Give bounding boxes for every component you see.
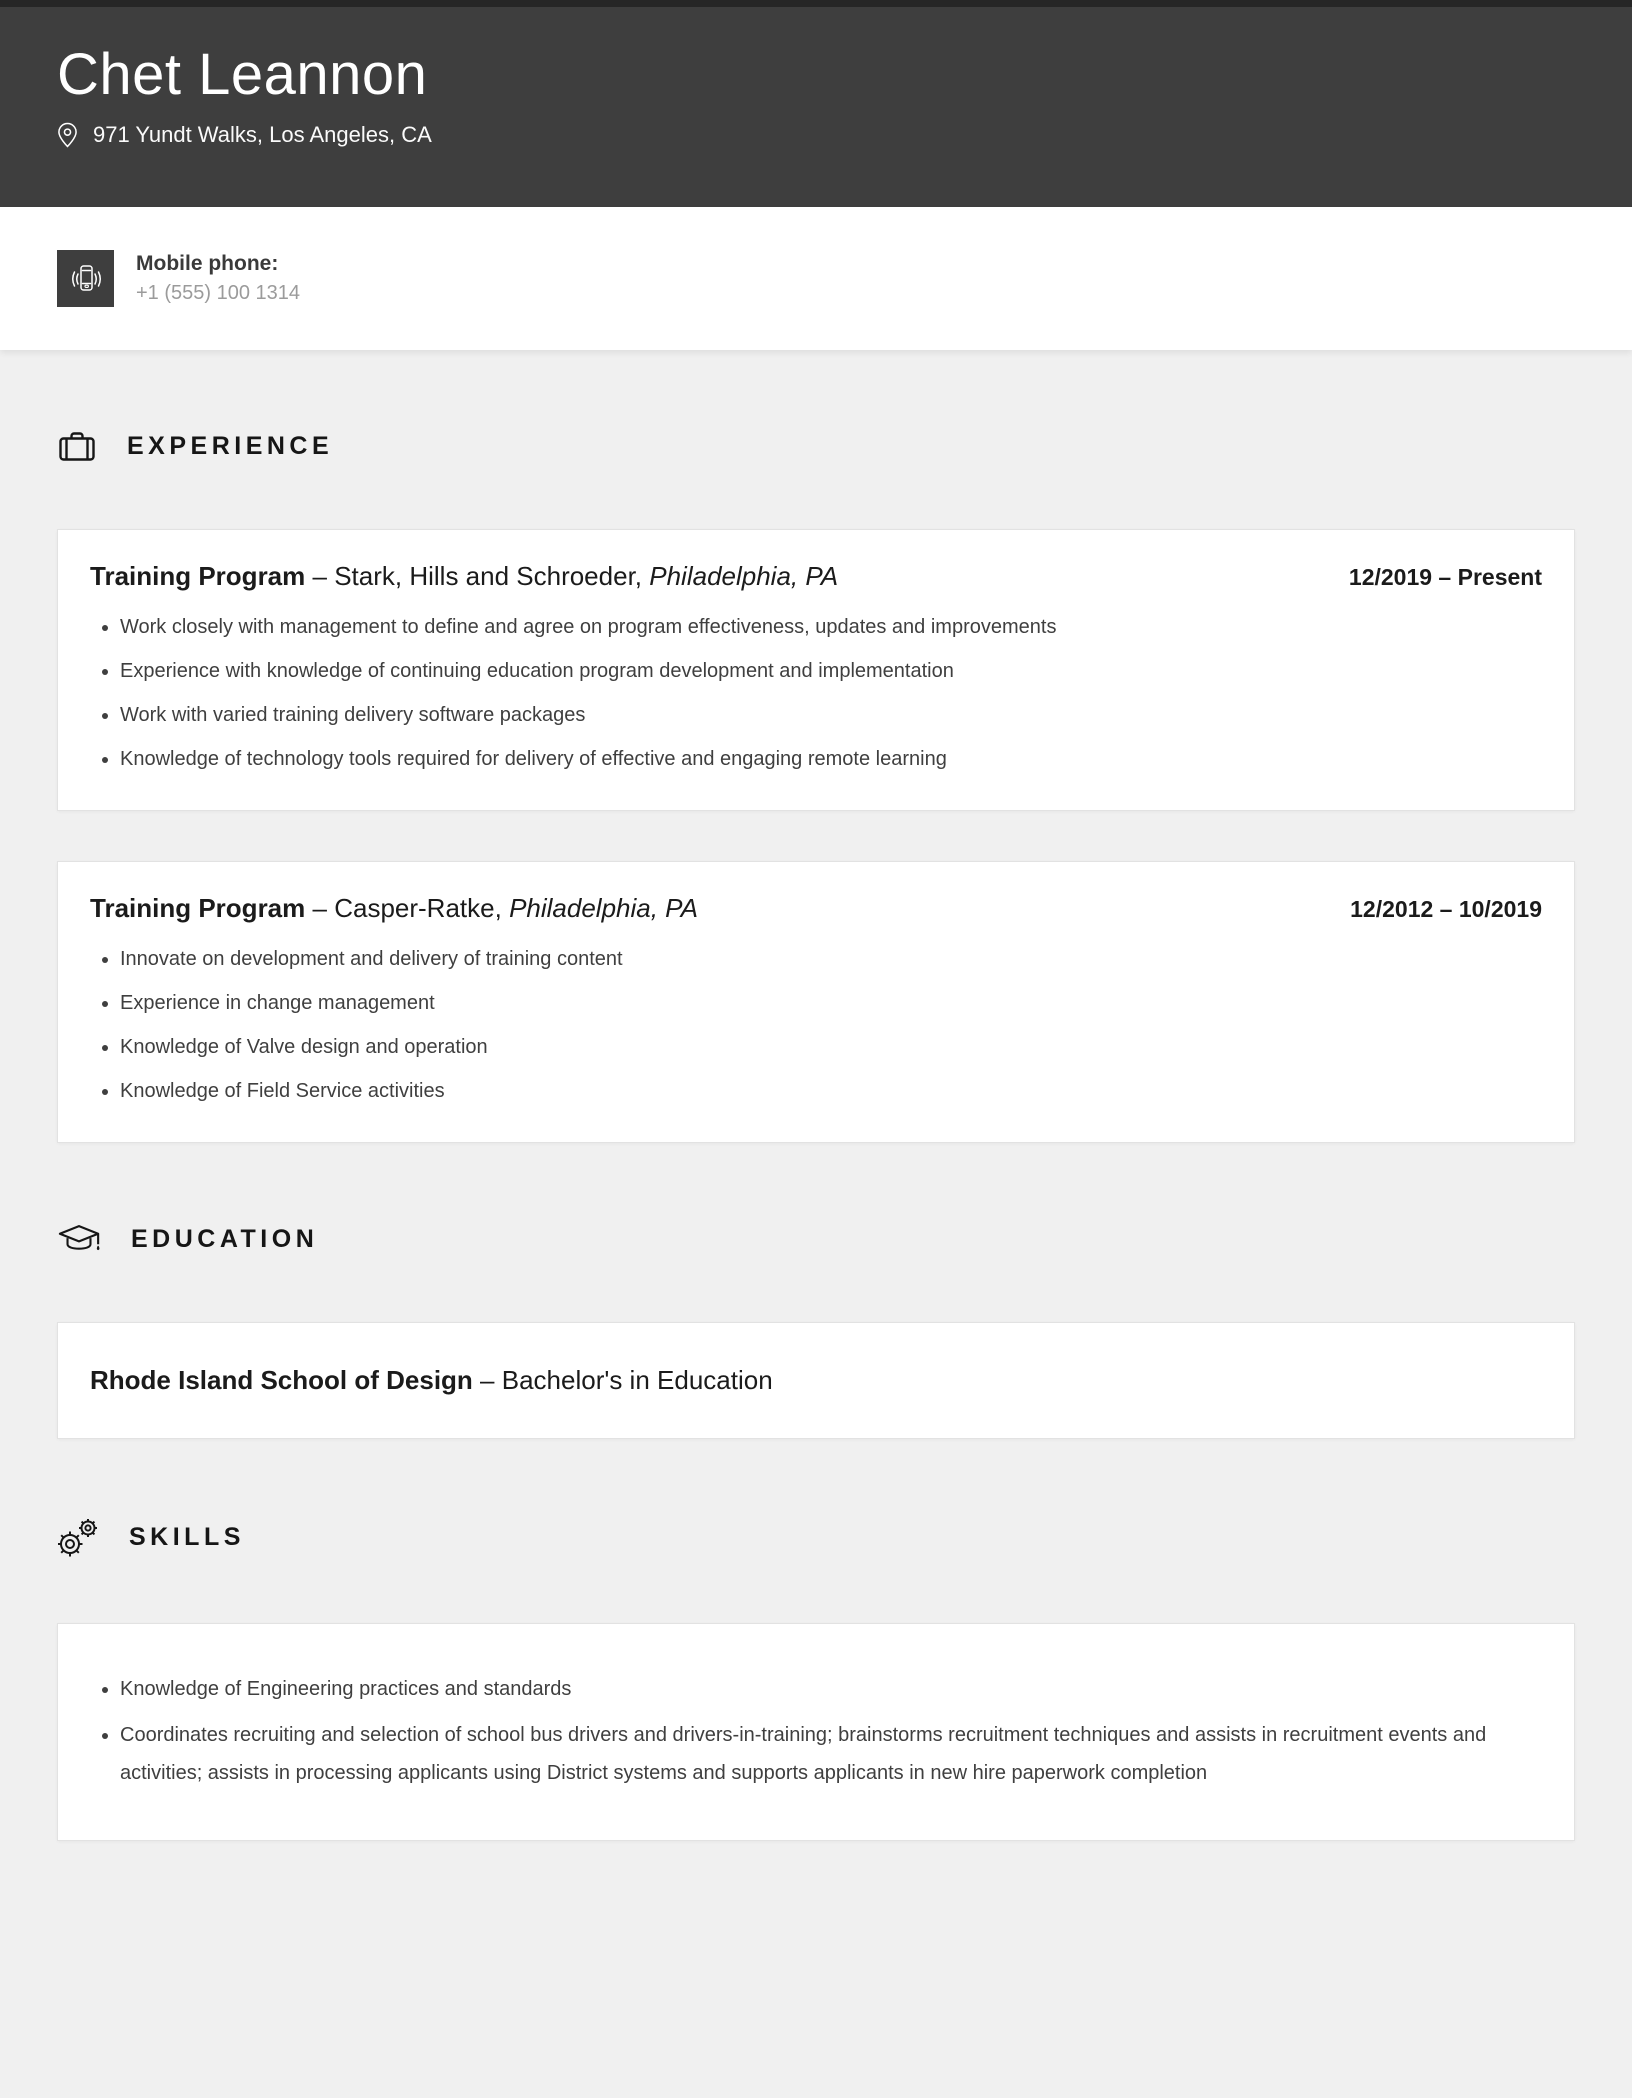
skills-card (57, 1623, 1575, 1841)
job-dates: 12/2012 – 10/2019 (1350, 895, 1542, 922)
mobile-phone-icon (57, 250, 114, 307)
education-degree: Bachelor's in Education (501, 1364, 773, 1395)
contact-label: Mobile phone: (136, 252, 279, 275)
job-title (90, 892, 698, 926)
resume-body (0, 350, 1632, 1921)
education-school: Rhode Island School of Design (90, 1364, 473, 1395)
education-card (57, 1322, 1575, 1439)
job-company: Stark, Hills and Schroeder, (334, 561, 643, 591)
job-dates: 12/2019 – Present (1348, 564, 1542, 590)
skills-section-title: SKILLS (129, 1523, 245, 1552)
education-section-header (57, 1221, 1575, 1258)
job-bullet: • Knowledge of Field Service activities (120, 1076, 1542, 1106)
skills-bullet-list (90, 1670, 1542, 1792)
gears-icon (57, 1517, 99, 1559)
contact-band (0, 207, 1632, 350)
education-separator: – (480, 1364, 495, 1395)
briefcase-icon (57, 428, 97, 465)
address-row (57, 122, 1575, 148)
job-role: Training Program (90, 561, 306, 591)
job-bullet: • Innovate on development and delivery of training content (120, 944, 1542, 974)
job-title (90, 560, 838, 594)
job-bullet-list (90, 612, 1542, 774)
job-header (90, 560, 1542, 594)
job-company: Casper-Ratke, (334, 892, 502, 923)
education-section (57, 1143, 1575, 1439)
job-location: Philadelphia, PA (649, 561, 839, 591)
experience-card-2 (57, 861, 1575, 1143)
experience-card-1 (57, 529, 1575, 811)
experience-section (57, 350, 1575, 1143)
job-separator: – (312, 561, 327, 591)
contact-text (136, 252, 300, 305)
job-role: Training Program (90, 892, 306, 923)
education-entry (90, 1365, 1542, 1396)
education-section-title: EDUCATION (131, 1224, 319, 1253)
experience-section-header (57, 428, 1575, 465)
skill-bullet: • Knowledge of Engineering practices and standards (120, 1670, 1542, 1708)
job-header (90, 892, 1542, 926)
experience-section-title: EXPERIENCE (127, 432, 334, 460)
job-separator: – (312, 892, 327, 923)
skills-section (57, 1439, 1575, 1841)
resume-header (0, 7, 1632, 207)
skill-bullet: • Coordinates recruiting and selection of school bus drivers and drivers-in-training; brainstorms recruitment techniques and assists in recruitment events and activities; assists in processing applicants using District systems and supports applicants in new hire paperwork completion (120, 1716, 1542, 1792)
mobile-phone-item (57, 250, 300, 307)
location-pin-icon (57, 122, 78, 148)
candidate-name: Chet Leannon (57, 42, 428, 107)
job-bullet: • Experience with knowledge of continuing education program development and implementation (120, 656, 1542, 686)
job-bullet-list (90, 944, 1542, 1106)
job-bullet: • Knowledge of technology tools required for delivery of effective and engaging remote learning (120, 744, 1542, 774)
job-bullet: • Experience in change management (120, 988, 1542, 1018)
contact-value: +1 (555) 100 1314 (136, 282, 301, 304)
skills-section-header (57, 1517, 1575, 1559)
window-top-strip (0, 0, 1632, 7)
job-location: Philadelphia, PA (509, 892, 698, 923)
graduation-cap-icon (57, 1221, 101, 1258)
job-bullet: • Work closely with management to define and agree on program effectiveness, updates and improvements (120, 612, 1542, 642)
candidate-address: 971 Yundt Walks, Los Angeles, CA (93, 121, 432, 147)
job-bullet: • Knowledge of Valve design and operation (120, 1032, 1542, 1062)
job-bullet: • Work with varied training delivery software packages (120, 700, 1542, 730)
